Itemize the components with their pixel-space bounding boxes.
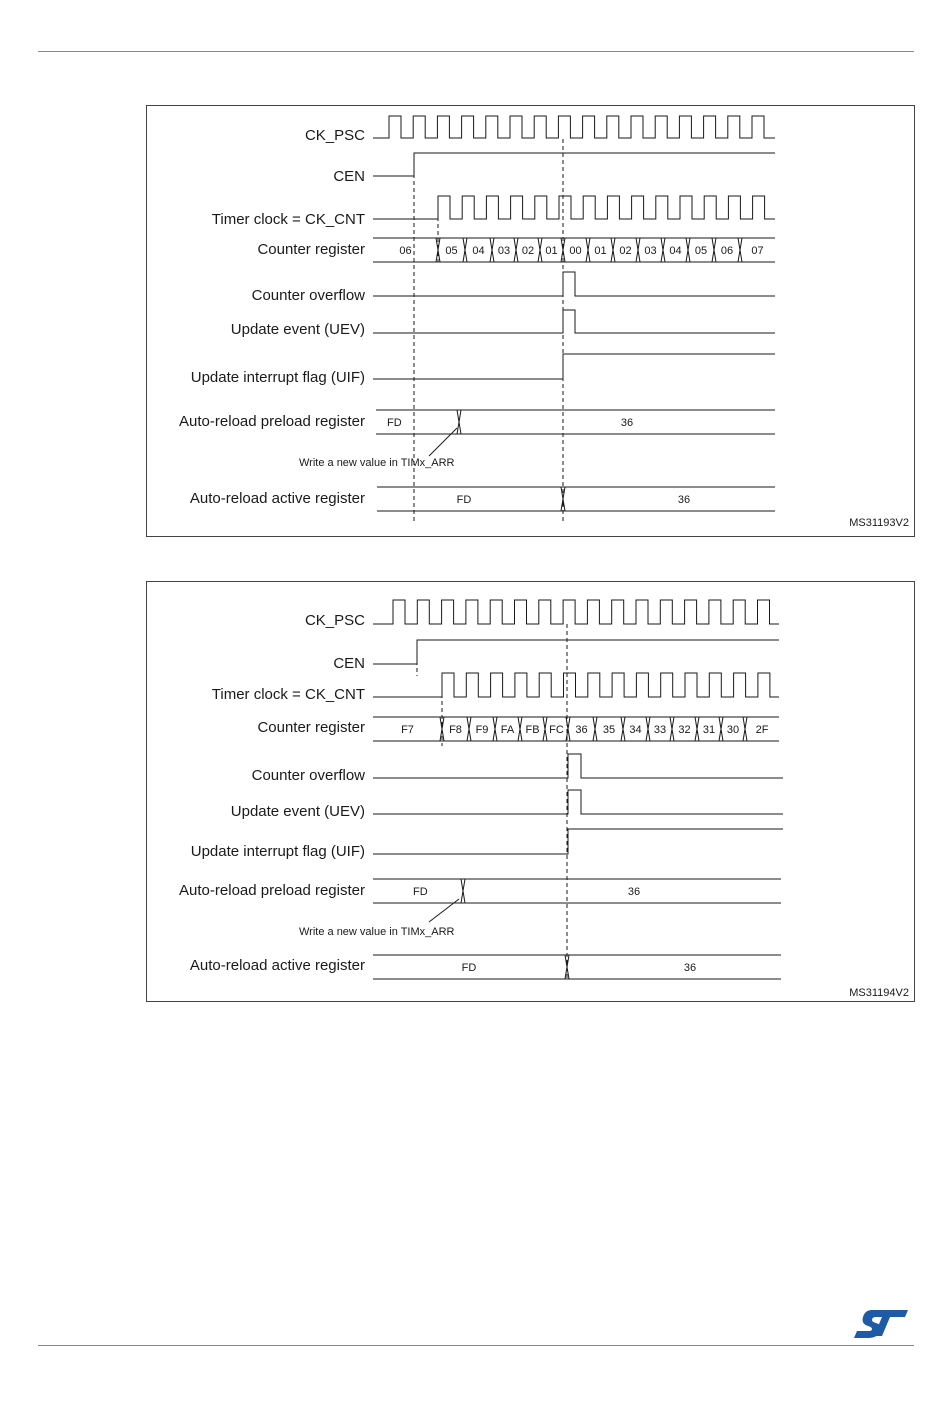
signal-label-2: Timer clock = CK_CNT [211,686,365,703]
counter-value-10: 32 [678,724,691,736]
update-event-waveform [373,790,783,814]
preload-value-0: FD [413,886,428,898]
annotation-text: Write a new value in TIMx_ARR [299,457,455,469]
counter-value-12: 30 [726,724,740,736]
signal-label-8: Auto-reload active register [189,957,365,974]
counter-overflow-waveform [373,754,783,778]
active-register-bus [373,955,781,979]
active-value-1: 36 [683,962,697,974]
figure-id: MS31193V2 [849,517,909,529]
counter-value-9: 03 [644,245,657,257]
counter-value-13: 2F [755,724,769,736]
signal-label-6: Update interrupt flag (UIF) [190,843,365,860]
counter-value-3: 03 [497,245,511,257]
signal-label-3: Counter register [257,719,365,736]
preload-value-1: 36 [620,417,634,429]
ck-psc-waveform [373,600,779,624]
counter-value-5: FC [549,724,564,736]
signal-label-1: CEN [333,168,365,185]
annotation-text: Write a new value in TIMx_ARR [299,926,455,938]
timing-diagram-2 [146,581,915,1002]
signal-label-4: Counter overflow [251,287,365,304]
signal-label-2: Timer clock = CK_CNT [211,211,365,228]
st-logo-icon [852,1308,910,1340]
signal-label-8: Auto-reload active register [189,490,365,507]
timer-clock-waveform [373,196,775,219]
counter-value-4: 02 [521,245,535,257]
counter-value-5: 01 [545,245,558,257]
signal-label-4: Counter overflow [251,767,365,784]
signal-label-1: CEN [333,655,365,672]
signal-label-0: CK_PSC [304,612,365,629]
annotation-pointer [429,428,457,456]
signal-label-7: Auto-reload preload register [179,413,365,430]
preload-value-0: FD [387,417,402,429]
counter-value-8: 34 [629,724,642,736]
signal-label-0: CK_PSC [304,127,365,144]
counter-value-7: 35 [602,724,616,736]
active-value-1: 36 [677,494,691,506]
preload-register-bus [376,410,775,434]
preload-value-1: 36 [627,886,641,898]
signal-label-6: Update interrupt flag (UIF) [190,369,365,386]
timing-diagram-1-svg [147,106,914,536]
counter-value-0: 06 [399,245,412,257]
timing-diagram-1 [146,105,915,537]
counter-value-3: FA [500,724,515,736]
counter-value-4: FB [525,724,540,736]
counter-value-2: F9 [475,724,489,736]
counter-value-11: 31 [702,724,716,736]
figure-id: MS31194V2 [849,987,909,999]
counter-value-6: 00 [569,245,582,257]
counter-value-6: 36 [575,724,588,736]
counter-value-12: 06 [720,245,734,257]
counter-value-11: 05 [694,245,708,257]
active-register-bus [377,487,775,511]
counter-value-9: 33 [653,724,667,736]
active-value-0: FD [461,962,477,974]
counter-value-13: 07 [751,245,764,257]
cen-waveform [373,640,779,664]
counter-value-7: 01 [594,245,607,257]
counter-value-1: F8 [449,724,462,736]
timer-clock-waveform [373,673,779,697]
uif-waveform [373,354,775,379]
counter-overflow-waveform [373,272,775,296]
ck-psc-waveform [373,116,775,138]
header-rule [38,51,914,52]
counter-value-10: 04 [669,245,682,257]
signal-label-3: Counter register [257,241,365,258]
counter-value-1: 05 [445,245,458,257]
footer-rule [38,1345,914,1346]
counter-value-0: F7 [401,724,414,736]
timing-diagram-2-svg [147,582,914,1001]
signal-label-7: Auto-reload preload register [179,882,365,899]
update-event-waveform [373,310,775,333]
signal-label-5: Update event (UEV) [230,803,365,820]
signal-label-5: Update event (UEV) [230,321,365,338]
preload-register-bus [373,879,781,903]
uif-waveform [373,829,783,854]
counter-value-8: 02 [619,245,632,257]
counter-value-2: 04 [472,245,485,257]
cen-waveform [373,153,775,176]
active-value-0: FD [456,494,472,506]
annotation-pointer [429,899,459,922]
